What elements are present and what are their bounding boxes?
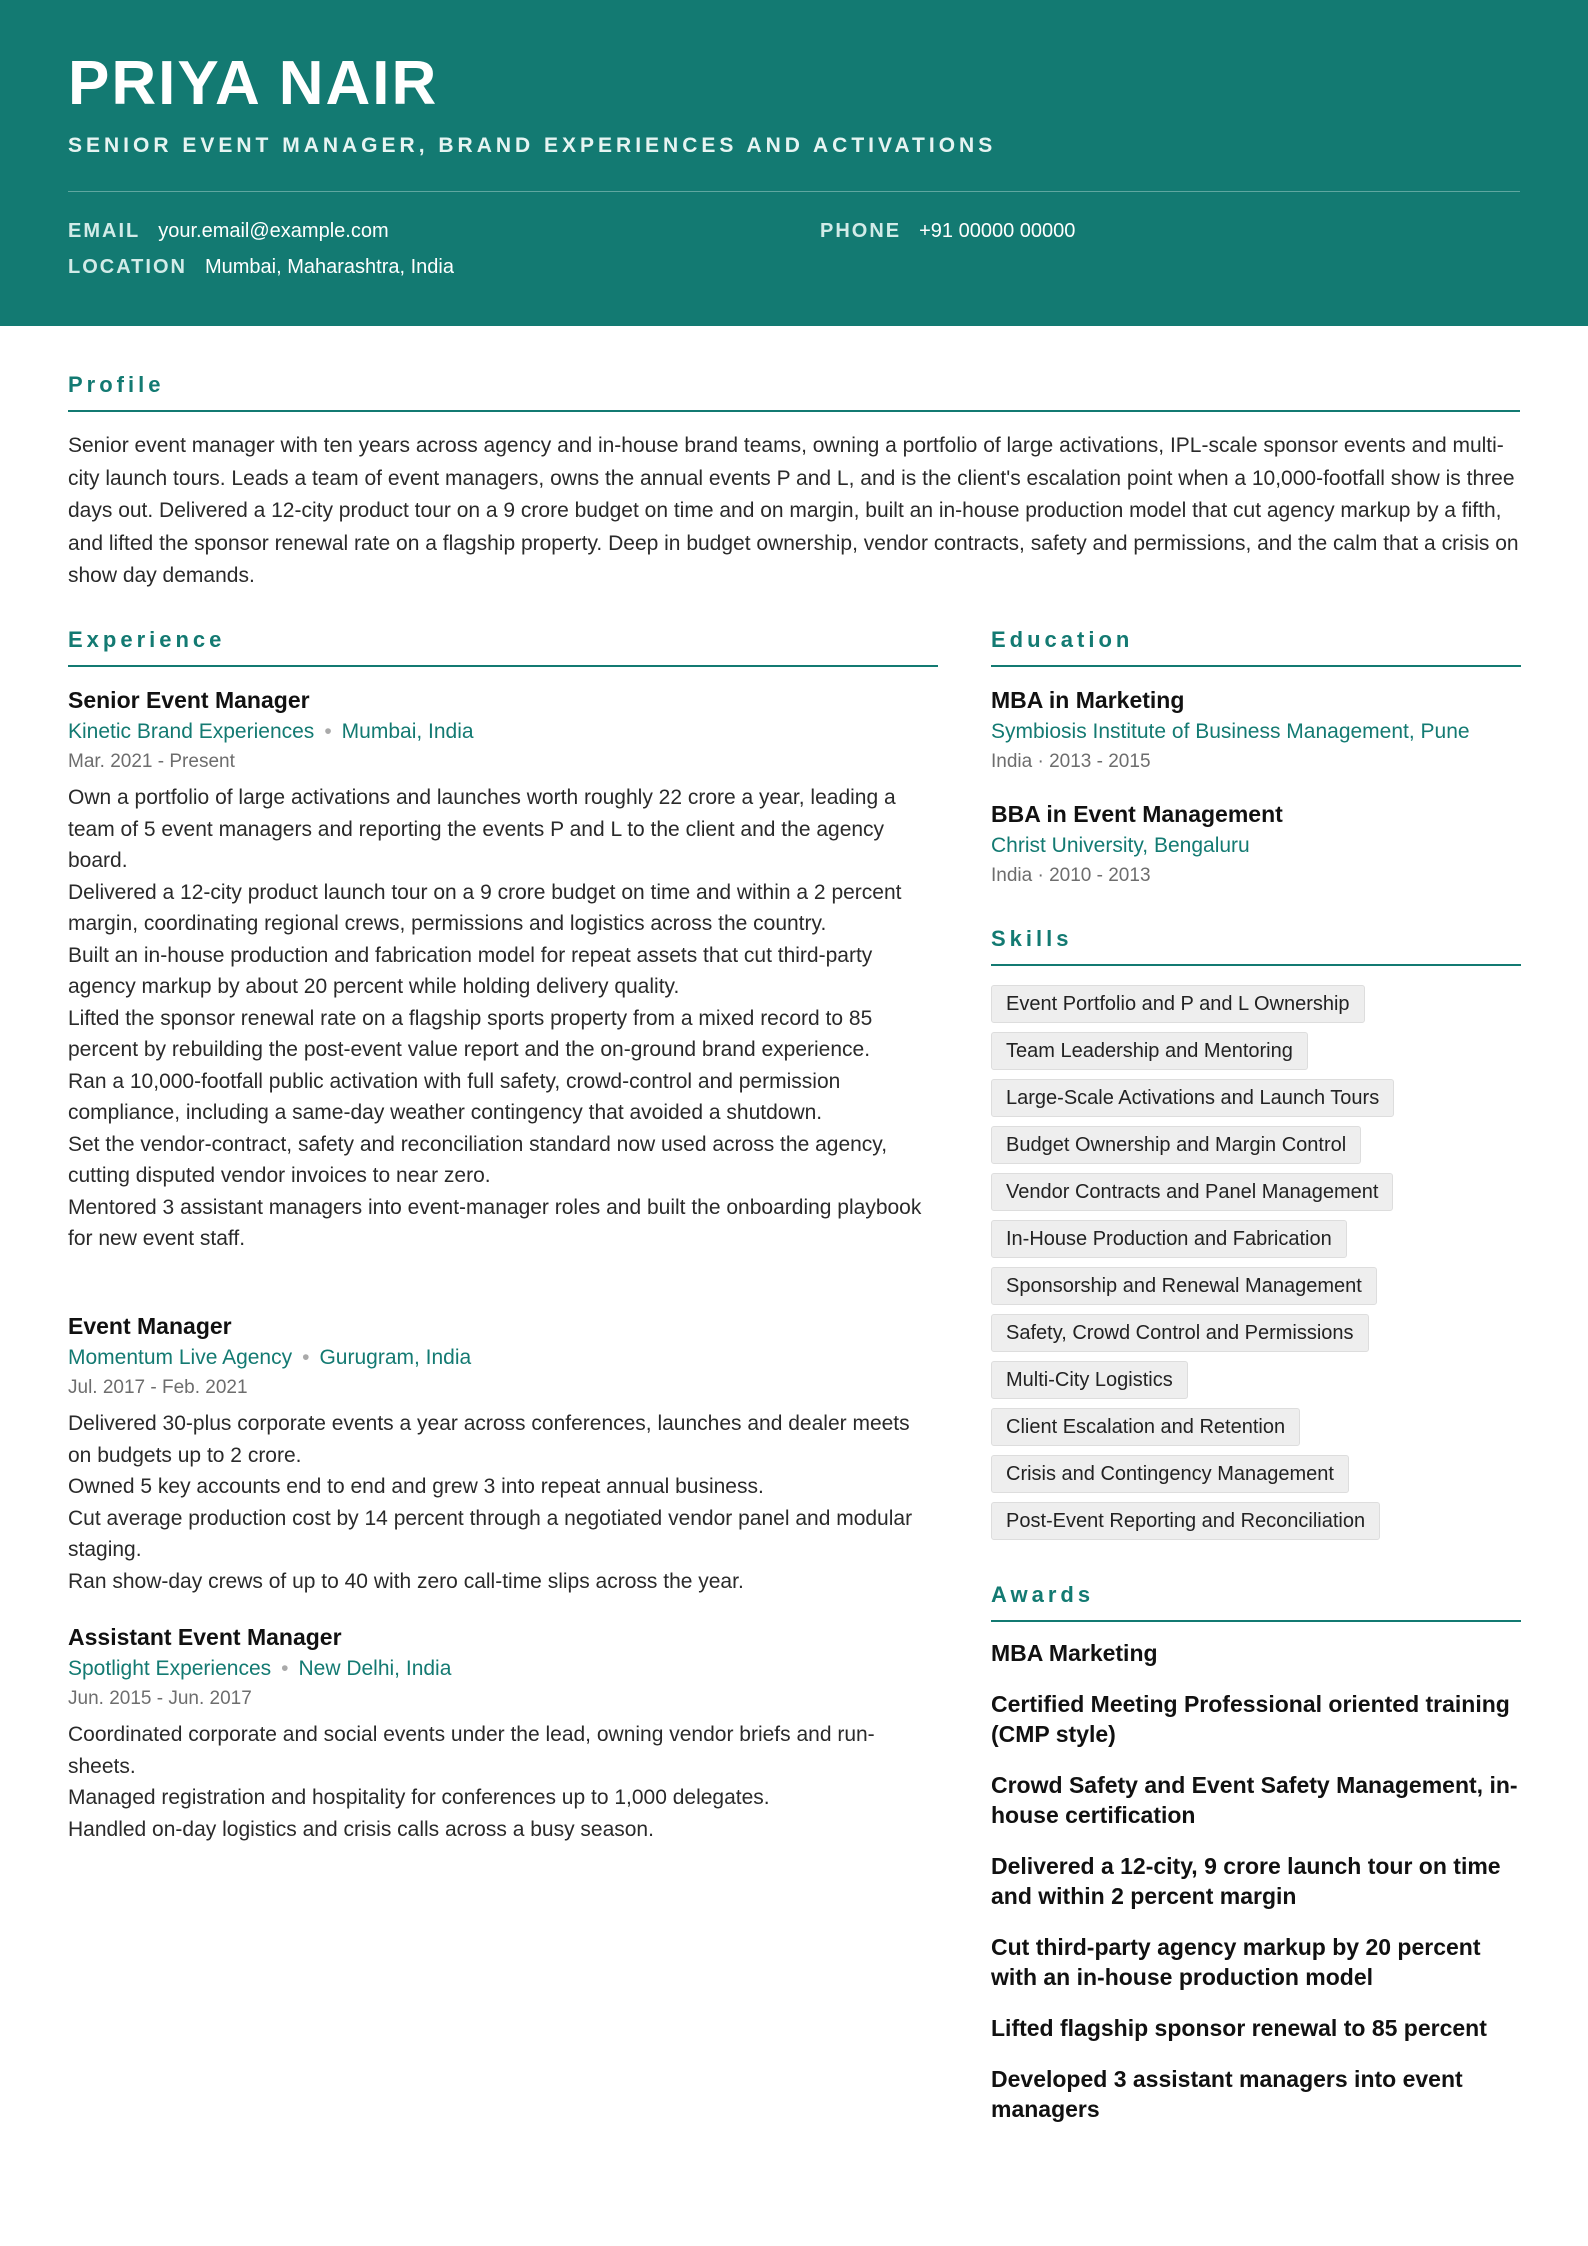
award-item: Lifted flagship sponsor renewal to 85 percent <box>991 2015 1487 2041</box>
job-title: Senior Event Manager <box>68 687 310 713</box>
separator-dot: • <box>324 720 332 743</box>
edu-degree: MBA in Marketing <box>991 687 1185 713</box>
awards-list <box>991 1638 1521 2145</box>
profile-summary: Senior event manager with ten years across agency and in-house brand teams, owning a portfolio of large activations, IPL-scale sponsor events and multi-city launch tours. Leads a team of event managers, owns the annual events P and L, and is the client's escalation point when a 10,000-footfall show is three days out. Delivered a 12-city product tour on a 9 crore budget on time and on margin, built an in-house production model that cut agency markup by a fifth, and lifted the sponsor renewal rate on a flagship property. Deep in budget ownership, vendor contracts, safety and permissions, and the calm that a crisis on show day demands. <box>68 434 1519 587</box>
job-bullet: Delivered a 12-city product launch tour on a 9 crore budget on time and within a 2 percent margin, coordinating regional crews, permissions and logistics across the country. <box>68 880 902 935</box>
candidate-title: SENIOR EVENT MANAGER, BRAND EXPERIENCES AND ACTIVATIONS <box>68 134 997 157</box>
skill-chip: Sponsorship and Renewal Management <box>991 1267 1377 1305</box>
job-company: Spotlight Experiences <box>68 1657 272 1680</box>
separator-dot: • <box>281 1657 289 1680</box>
location-value: Mumbai, Maharashtra, India <box>204 256 454 278</box>
job-org <box>68 1342 938 1374</box>
job-location: Mumbai, India <box>341 720 474 743</box>
job-dates: Jul. 2017 - Feb. 2021 <box>68 1377 248 1398</box>
job-company: Momentum Live Agency <box>68 1346 293 1369</box>
skill-chip: Client Escalation and Retention <box>991 1408 1300 1446</box>
separator-dot: • <box>302 1346 310 1369</box>
contact-email <box>68 218 389 244</box>
edu-meta: India · 2013 - 2015 <box>991 751 1151 772</box>
job-bullet: Set the vendor-contract, safety and reconciliation standard now used across the agency, cutting disputed vendor invoices to near zero. <box>68 1132 888 1187</box>
skills-list <box>991 985 1521 1549</box>
skill-chip: Post-Event Reporting and Reconciliation <box>991 1502 1380 1540</box>
job-bullets <box>68 1719 938 1845</box>
job-bullet: Lifted the sponsor renewal rate on a flagship sports property from a mixed record to 85 percent by rebuilding the post-event value report and the on-ground brand experience. <box>68 1006 873 1061</box>
skill-chip: Safety, Crowd Control and Permissions <box>991 1314 1369 1352</box>
email-value[interactable]: your.email@example.com <box>158 220 389 242</box>
email-label: EMAIL <box>68 220 141 242</box>
job-bullet: Coordinated corporate and social events under the lead, owning vendor briefs and run-sheets. <box>68 1723 875 1778</box>
job-bullets <box>68 1408 938 1597</box>
skill-chip: Large-Scale Activations and Launch Tours <box>991 1079 1394 1117</box>
job-dates: Jun. 2015 - Jun. 2017 <box>68 1688 252 1709</box>
job-bullet: Handled on-day logistics and crisis calls across a busy season. <box>68 1817 654 1841</box>
job-bullet: Managed registration and hospitality for conferences up to 1,000 delegates. <box>68 1786 770 1809</box>
award-item: Developed 3 assistant managers into event managers <box>991 2066 1463 2122</box>
edu-meta: India · 2010 - 2013 <box>991 865 1151 886</box>
skill-chip: Team Leadership and Mentoring <box>991 1032 1308 1070</box>
section-title-profile: Profile <box>68 372 1520 412</box>
job-org <box>68 1653 938 1685</box>
job-dates: Mar. 2021 - Present <box>68 751 235 772</box>
section-title-experience: Experience <box>68 627 938 667</box>
award-item: Certified Meeting Professional oriented training (CMP style) <box>991 1691 1510 1747</box>
section-title-education: Education <box>991 627 1521 667</box>
job-bullet: Owned 5 key accounts end to end and grew 3 into repeat annual business. <box>68 1475 764 1498</box>
location-label: LOCATION <box>68 256 187 278</box>
education-entry <box>991 798 1521 890</box>
job-location: New Delhi, India <box>298 1657 452 1680</box>
resume-header <box>0 0 1588 326</box>
job-bullet: Cut average production cost by 14 percent through a negotiated vendor panel and modular staging. <box>68 1506 913 1561</box>
contact-location <box>68 254 454 280</box>
job-title: Assistant Event Manager <box>68 1624 342 1650</box>
phone-label: PHONE <box>820 220 902 242</box>
edu-school: Symbiosis Institute of Business Management, Pune <box>991 720 1470 743</box>
job-title: Event Manager <box>68 1313 232 1339</box>
education-entry <box>991 684 1521 776</box>
award-item: Cut third-party agency markup by 20 percent with an in-house production model <box>991 1934 1481 1990</box>
experience-entry <box>68 1310 938 1597</box>
job-company: Kinetic Brand Experiences <box>68 720 315 743</box>
job-bullet: Delivered 30-plus corporate events a year across conferences, launches and dealer meets on budgets up to 2 crore. <box>68 1412 910 1467</box>
phone-value[interactable]: +91 00000 00000 <box>919 220 1076 242</box>
award-item: MBA Marketing <box>991 1640 1158 1666</box>
job-org <box>68 716 938 748</box>
job-bullets <box>68 782 938 1255</box>
job-bullet: Mentored 3 assistant managers into event-manager roles and built the onboarding playbook for new event staff. <box>68 1195 922 1250</box>
skill-chip: In-House Production and Fabrication <box>991 1220 1347 1258</box>
job-location: Gurugram, India <box>319 1346 472 1369</box>
experience-entry <box>68 684 938 1255</box>
job-bullet: Own a portfolio of large activations and launches worth roughly 22 crore a year, leading a team of 5 event managers and reporting the events P and L to the client and the agency board. <box>68 786 896 872</box>
candidate-name: PRIYA NAIR <box>68 49 439 118</box>
header-divider <box>68 191 1520 192</box>
skill-chip: Event Portfolio and P and L Ownership <box>991 985 1365 1023</box>
job-bullet: Built an in-house production and fabrication model for repeat assets that cut third-party agency markup by about 20 percent while holding delivery quality. <box>68 943 873 998</box>
job-bullet: Ran a 10,000-footfall public activation with full safety, crowd-control and permission compliance, including a same-day weather contingency that avoided a shutdown. <box>68 1069 841 1124</box>
experience-entry <box>68 1621 938 1845</box>
section-title-awards: Awards <box>991 1582 1521 1622</box>
award-item: Delivered a 12-city, 9 crore launch tour on time and within 2 percent margin <box>991 1853 1501 1909</box>
edu-school: Christ University, Bengaluru <box>991 834 1250 857</box>
skill-chip: Crisis and Contingency Management <box>991 1455 1349 1493</box>
section-title-skills: Skills <box>991 926 1521 966</box>
contact-phone <box>820 218 1075 244</box>
job-bullet: Ran show-day crews of up to 40 with zero call-time slips across the year. <box>68 1569 744 1593</box>
skill-chip: Budget Ownership and Margin Control <box>991 1126 1361 1164</box>
skill-chip: Multi-City Logistics <box>991 1361 1188 1399</box>
edu-degree: BBA in Event Management <box>991 801 1283 827</box>
award-item: Crowd Safety and Event Safety Management, in-house certification <box>991 1772 1518 1828</box>
skill-chip: Vendor Contracts and Panel Management <box>991 1173 1393 1211</box>
